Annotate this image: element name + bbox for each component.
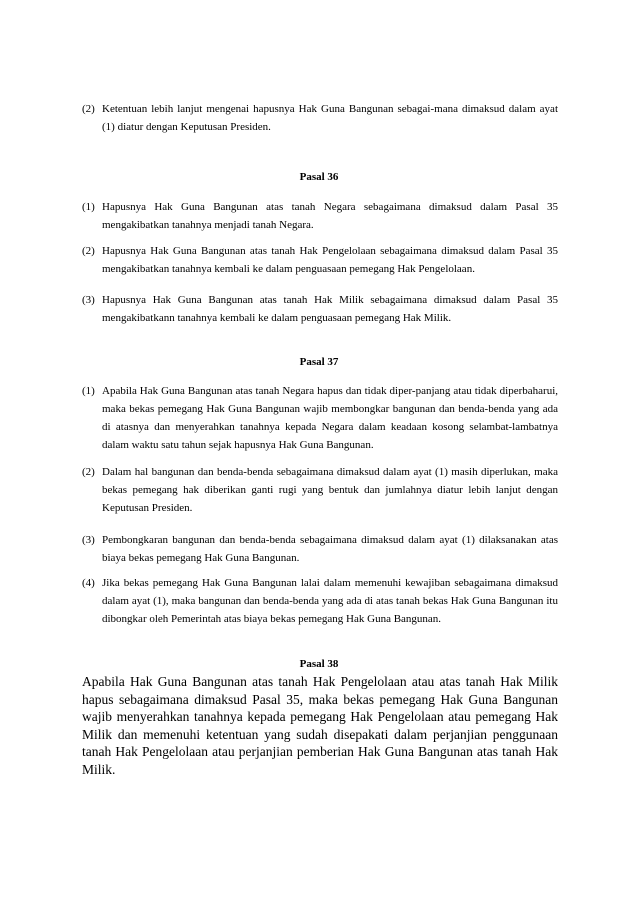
paragraph-number: (4) [82, 577, 95, 589]
pasal-37-heading: Pasal 37 [299, 356, 339, 368]
pasal-38-heading: Pasal 38 [299, 658, 339, 670]
pasal-38-paragraph: Apabila Hak Guna Bangunan atas tanah Hak Pengelolaan atau atas tanah Hak Milik hapus sebagaimana dimaksud Pasal 35, maka bekas pemegang Hak Guna Bangunan wajib menyerahkan tanahnya kepada pemegang Hak Pengelolaan atau pemegang Hak Milik dan memenuhi ketentuan yang sudah disepakati dalam perjanjian penggunaan tanah Hak Pengelolaan atau perjanjian pemberian Hak Guna Bangunan atas tanah Hak Milik. [82, 674, 558, 777]
pasal-37-paragraph-3 [82, 531, 558, 567]
paragraph-text: Ketentuan lebih lanjut mengenai hapusnya Hak Guna Bangunan sebagai-mana dimaksud dalam ayat (1) diatur dengan Keputusan Presiden. [102, 103, 558, 133]
paragraph-text: Dalam hal bangunan dan benda-benda sebagaimana dimaksud dalam ayat (1) masih diperlukan, maka bekas pemegang hak diberikan ganti rugi yang bentuk dan jumlahnya diatur lebih lanjut dengan Keputusan Presiden. [102, 466, 558, 514]
paragraph-number: (3) [82, 534, 95, 546]
intro-paragraph [82, 100, 558, 136]
paragraph-text: Pembongkaran bangunan dan benda-benda sebagaimana dimaksud dalam ayat (1) dilaksanakan atas biaya bekas pemegang Hak Guna Bangunan. [102, 534, 558, 564]
pasal-36-heading: Pasal 36 [299, 171, 339, 183]
paragraph-text: Hapusnya Hak Guna Bangunan atas tanah Negara sebagaimana dimaksud dalam Pasal 35 mengakibatkan tanahnya menjadi tanah Negara. [102, 201, 558, 231]
paragraph-number: (2) [82, 466, 95, 478]
paragraph-number: (3) [82, 294, 95, 306]
paragraph-text: Apabila Hak Guna Bangunan atas tanah Negara hapus dan tidak diper-panjang atau tidak diperbaharui, maka bekas pemegang Hak Guna Bangunan wajib membongkar bangunan dan benda-benda yang ada di atasnya dan menyerahkan tanahnya kepada Negara dalam keadaan kosong selambat-lambatnya dalam waktu satu tahun sejak hapusnya Hak Guna Bangunan. [102, 385, 558, 451]
paragraph-text: Hapusnya Hak Guna Bangunan atas tanah Hak Pengelolaan sebagaimana dimaksud dalam Pasal 35 mengakibatkan tanahnya kembali ke dalam penguasaan pemegang Hak Pengelolaan. [102, 245, 558, 275]
pasal-36-paragraph-1 [82, 198, 558, 234]
paragraph-number: (2) [82, 103, 95, 115]
paragraph-text: Hapusnya Hak Guna Bangunan atas tanah Hak Milik sebagaimana dimaksud dalam Pasal 35 mengakibatkann tanahnya kembali ke dalam penguasaan pemegang Hak Milik. [102, 294, 558, 324]
pasal-37-paragraph-1 [82, 382, 558, 454]
pasal-36-paragraph-2 [82, 242, 558, 278]
pasal-36-paragraph-3 [82, 291, 558, 327]
paragraph-number: (2) [82, 245, 95, 257]
paragraph-number: (1) [82, 385, 95, 397]
pasal-37-paragraph-2 [82, 463, 558, 517]
pasal-37-paragraph-4 [82, 574, 558, 628]
paragraph-number: (1) [82, 201, 95, 213]
paragraph-text: Jika bekas pemegang Hak Guna Bangunan lalai dalam memenuhi kewajiban sebagaimana dimaksud dalam ayat (1), maka bangunan dan benda-benda yang ada di atas tanah bekas Hak Guna Bangunan itu dibongkar oleh Pemerintah atas biaya bekas pemegang Hak Guna Bangunan. [102, 577, 558, 625]
